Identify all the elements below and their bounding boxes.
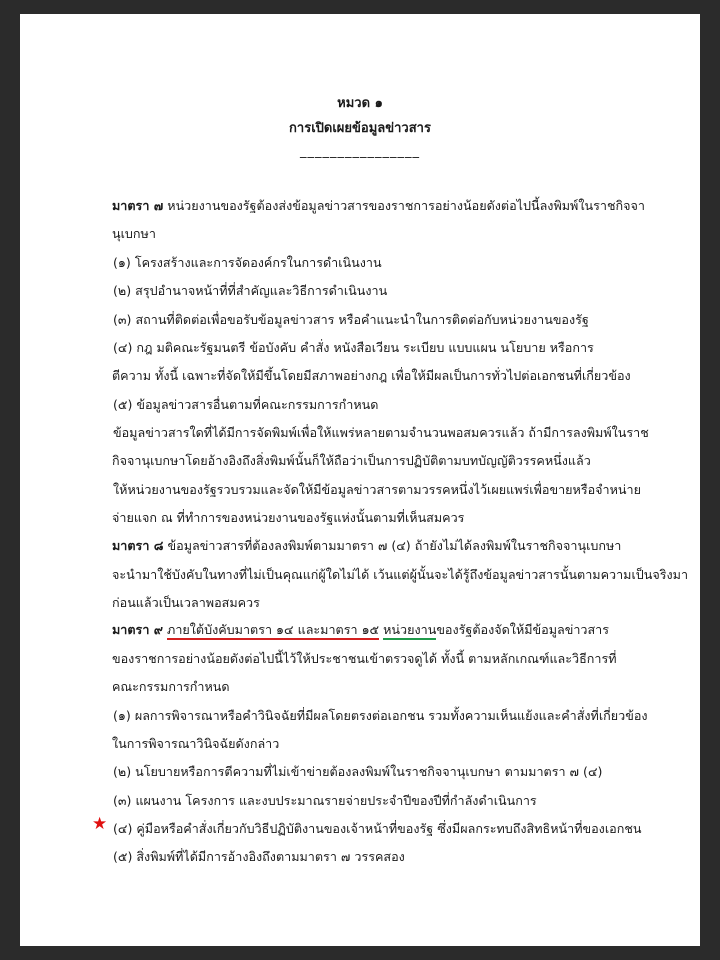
section-7-para-2a: ข้อมูลข่าวสารใดที่ได้มีการจัดพิมพ์เพื่อให้แพร่หลายตามจำนวนพอสมควรแล้ว ถ้ามีการลงพิมพ์ในราช	[113, 425, 649, 440]
section-7-para-2b: กิจจานุเบกษาโดยอ้างอิงถึงสิ่งพิมพ์นั้นก็ให้ถือว่าเป็นการปฏิบัติตามบทบัญญัติวรรคหนึ่งแล้ว	[112, 453, 591, 468]
section-7-para-3a: ให้หน่วยงานของรัฐรวบรวมและจัดให้มีข้อมูลข่าวสารตามวรรคหนึ่งไว้เผยแพร่เพื่อขายหรือจำหน่าย	[113, 482, 641, 497]
red-underlined-phrase: ภายใต้บังคับมาตรา ๑๔ และมาตรา ๑๕	[167, 622, 379, 640]
section-7-text: หน่วยงานของรัฐต้องส่งข้อมูลข่าวสารของราชการอย่างน้อยดังต่อไปนี้ลงพิมพ์ในราชกิจจา	[167, 198, 645, 213]
section-9-line-3: คณะกรรมการกำหนด	[112, 679, 230, 694]
section-7-line-1	[112, 196, 645, 216]
section-7-label: มาตรา ๗	[112, 198, 164, 213]
section-8-line-2: จะนำมาใช้บังคับในทางที่ไม่เป็นคุณแก่ผู้ใดไม่ได้ เว้นแต่ผู้นั้นจะได้รู้ถึงข้อมูลข่าวสารนั้นตามความเป็นจริงมา	[112, 567, 689, 582]
section-7-line-2: นุเบกษา	[112, 226, 156, 241]
section-9-item-3: (๓) แผนงาน โครงการ และงบประมาณรายจ่ายประจำปีของปีที่กำลังดำเนินการ	[113, 793, 537, 808]
document-page	[20, 14, 700, 946]
section-9-item-5: (๕) สิ่งพิมพ์ที่ได้มีการอ้างอิงถึงตามมาตรา ๗ วรรคสอง	[113, 849, 405, 864]
section-9-item-2: (๒) นโยบายหรือการตีความที่ไม่เข้าข่ายต้องลงพิมพ์ในราชกิจจานุเบกษา ตามมาตรา ๗ (๔)	[113, 764, 603, 779]
section-8-line-3: ก่อนแล้วเป็นเวลาพอสมควร	[112, 595, 260, 610]
section-7-para-3b: จ่ายแจก ณ ที่ทำการของหน่วยงานของรัฐแห่งนั้นตามที่เห็นสมควร	[112, 510, 465, 525]
chapter-title: การเปิดเผยข้อมูลข่าวสาร	[289, 121, 431, 136]
section-7-item-1: (๑) โครงสร้างและการจัดองค์กรในการดำเนินงาน	[113, 255, 382, 270]
section-7-item-2: (๒) สรุปอำนาจหน้าที่ที่สำคัญและวิธีการดำเนินงาน	[113, 283, 388, 298]
green-underlined-word: หน่วยงาน	[383, 622, 436, 640]
separator-line: ________________	[300, 144, 420, 159]
red-star-icon: ★	[92, 814, 108, 834]
section-9-item-1b: ในการพิจารณาวินิจฉัยดังกล่าว	[112, 736, 280, 751]
section-8-text: ข้อมูลข่าวสารที่ต้องลงพิมพ์ตามมาตรา ๗ (๔) ถ้ายังไม่ได้ลงพิมพ์ในราชกิจจานุเบกษา	[167, 538, 622, 553]
section-8-line-1	[112, 536, 621, 556]
section-7-item-4a: (๔) กฎ มติคณะรัฐมนตรี ข้อบังคับ คำสั่ง หนังสือเวียน ระเบียบ แบบแผน นโยบาย หรือการ	[113, 340, 594, 355]
section-9-label: มาตรา ๙	[112, 622, 163, 637]
section-7-item-4b: ตีความ ทั้งนี้ เฉพาะที่จัดให้มีขึ้นโดยมีสภาพอย่างกฎ เพื่อให้มีผลเป็นการทั่วไปต่อเอกชนที่เกี่ยวข้อง	[112, 368, 631, 383]
section-9-item-4: (๔) คู่มือหรือคำสั่งเกี่ยวกับวิธีปฏิบัติงานของเจ้าหน้าที่ของรัฐ ซึ่งมีผลกระทบถึงสิทธิหน้าที่ของเอกชน	[113, 821, 642, 836]
chapter-heading: หมวด ๑	[337, 96, 383, 111]
section-8-label: มาตรา ๘	[112, 538, 164, 553]
section-7-item-5: (๕) ข้อมูลข่าวสารอื่นตามที่คณะกรรมการกำหนด	[113, 397, 379, 412]
section-9-line-2: ของราชการอย่างน้อยดังต่อไปนี้ไว้ให้ประชาชนเข้าตรวจดูได้ ทั้งนี้ ตามหลักเกณฑ์และวิธีการที่	[112, 651, 617, 666]
section-7-item-3: (๓) สถานที่ติดต่อเพื่อขอรับข้อมูลข่าวสาร หรือคำแนะนำในการติดต่อกับหน่วยงานของรัฐ	[113, 312, 589, 327]
section-9-item-1a: (๑) ผลการพิจารณาหรือคำวินิจฉัยที่มีผลโดยตรงต่อเอกชน รวมทั้งความเห็นแย้งและคำสั่งที่เกี่ยวข้อง	[113, 708, 648, 723]
section-9-line-1	[112, 620, 609, 640]
section-9-text: ของรัฐต้องจัดให้มีข้อมูลข่าวสาร	[436, 622, 610, 637]
